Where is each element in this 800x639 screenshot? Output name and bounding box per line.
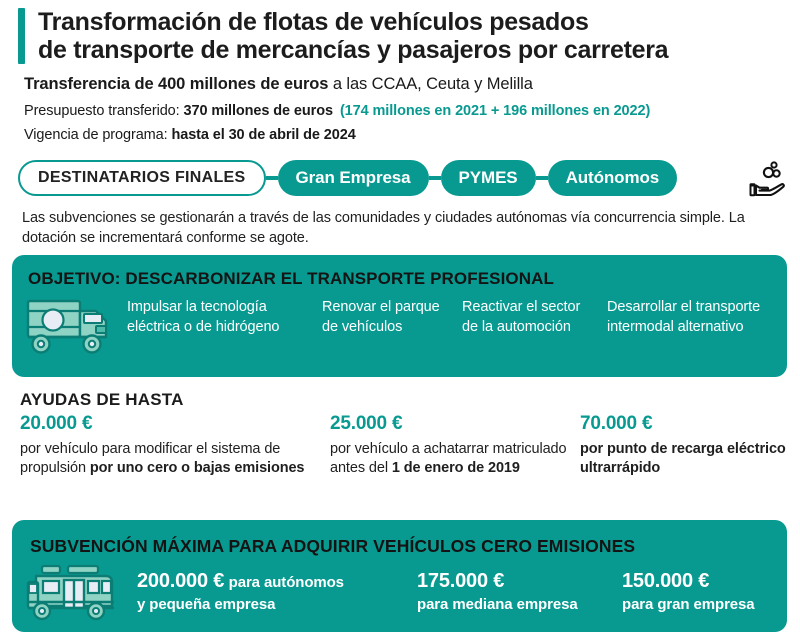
budget-amount: 370 millones de euros xyxy=(183,103,333,119)
validity-date: hasta el 30 de abril de 2024 xyxy=(171,127,356,143)
aid-item-1 xyxy=(20,412,310,478)
objective-panel xyxy=(12,255,787,377)
subsidy-title: SUBVENCIÓN MÁXIMA PARA ADQUIRIR VEHÍCULOS CERO EMISIONES xyxy=(30,536,636,556)
objective-column-4: Desarrollar el transporte intermodal alternativo xyxy=(607,299,761,335)
recipient-pill-gran-empresa[interactable]: Gran Empresa xyxy=(278,160,429,196)
page-title xyxy=(18,8,668,64)
transfer-amount: Transferencia de 400 millones de euros xyxy=(24,75,329,93)
subsidy-label-2: para mediana empresa xyxy=(417,596,578,613)
subsidy-label-3: para gran empresa xyxy=(622,596,755,613)
budget-label: Presupuesto transferido: xyxy=(24,103,184,119)
subsidy-amount-2: 175.000 € xyxy=(417,570,505,592)
management-note: Las subvenciones se gestionarán a través de las comunidades y ciudades autónomas vía concurrencia simple. La dotación se incrementará conforme se agote. xyxy=(22,210,745,246)
subsidy-panel xyxy=(12,520,787,632)
aid-amount-3: 70.000 € xyxy=(580,413,653,434)
aid-desc-1 xyxy=(20,440,310,478)
aid-desc-3 xyxy=(580,440,790,478)
aid-desc-1-pre: por vehículo para modificar el sistema de propulsión xyxy=(20,441,281,476)
subsidy-columns xyxy=(12,570,787,626)
subsidy-amount-1: 200.000 € xyxy=(137,570,225,592)
subsidy-label-1b: y pequeña empresa xyxy=(137,596,276,613)
aid-item-3 xyxy=(580,412,790,478)
title-accent-bar xyxy=(18,8,25,64)
pill-connector xyxy=(536,176,548,180)
subsidy-label-1: para autónomos xyxy=(228,574,344,591)
objective-title: OBJETIVO: DESCARBONIZAR EL TRANSPORTE PROFESIONAL xyxy=(28,269,554,288)
aid-desc-3-bold: por punto de recarga eléctrico ultrarrápido xyxy=(580,441,786,476)
objective-column-3: Reactivar el sector de la automoción xyxy=(462,299,581,335)
aid-desc-2-bold: 1 de enero de 2019 xyxy=(391,460,520,476)
hand-with-coins-icon xyxy=(748,160,788,203)
objective-columns xyxy=(12,297,787,367)
title-text xyxy=(38,8,668,64)
aid-desc-1-bold: por uno cero o bajas emisiones xyxy=(89,460,305,476)
subsidy-item-1 xyxy=(137,570,407,613)
subsidy-item-2 xyxy=(417,570,617,613)
aid-desc-2-pre: por vehículo a achatarrar matriculado antes del xyxy=(330,441,567,476)
recipient-pill-pymes[interactable]: PYMES xyxy=(441,160,536,196)
aid-amount-2: 25.000 € xyxy=(330,413,403,434)
title-line-2: de transporte de mercancías y pasajeros por carretera xyxy=(38,36,669,64)
objective-column-1: Impulsar la tecnología eléctrica o de hidrógeno xyxy=(127,299,280,335)
pill-connector xyxy=(266,176,278,180)
objective-column-2: Renovar el parque de vehículos xyxy=(322,299,440,335)
aid-desc-2 xyxy=(330,440,580,478)
recipient-pill-autonomos[interactable]: Autónomos xyxy=(548,160,678,196)
title-line-1: Transformación de flotas de vehículos pesados xyxy=(38,8,589,36)
budget-line xyxy=(24,102,650,120)
transfer-line xyxy=(24,74,533,94)
aid-amount-1: 20.000 € xyxy=(20,413,93,434)
budget-breakdown: (174 millones en 2021 + 196 millones en 2022) xyxy=(339,103,651,119)
transfer-rest: a las CCAA, Ceuta y Melilla xyxy=(328,75,533,93)
pill-connector xyxy=(429,176,441,180)
recipients-row xyxy=(18,160,677,196)
recipients-header-pill: DESTINATARIOS FINALES xyxy=(18,160,266,196)
validity-label: Vigencia de programa: xyxy=(24,127,172,143)
subsidy-amount-3: 150.000 € xyxy=(622,570,710,592)
subsidy-item-3 xyxy=(622,570,800,613)
aid-item-2 xyxy=(330,412,580,478)
validity-line xyxy=(24,126,356,144)
aid-section-title: AYUDAS DE HASTA xyxy=(20,390,184,409)
